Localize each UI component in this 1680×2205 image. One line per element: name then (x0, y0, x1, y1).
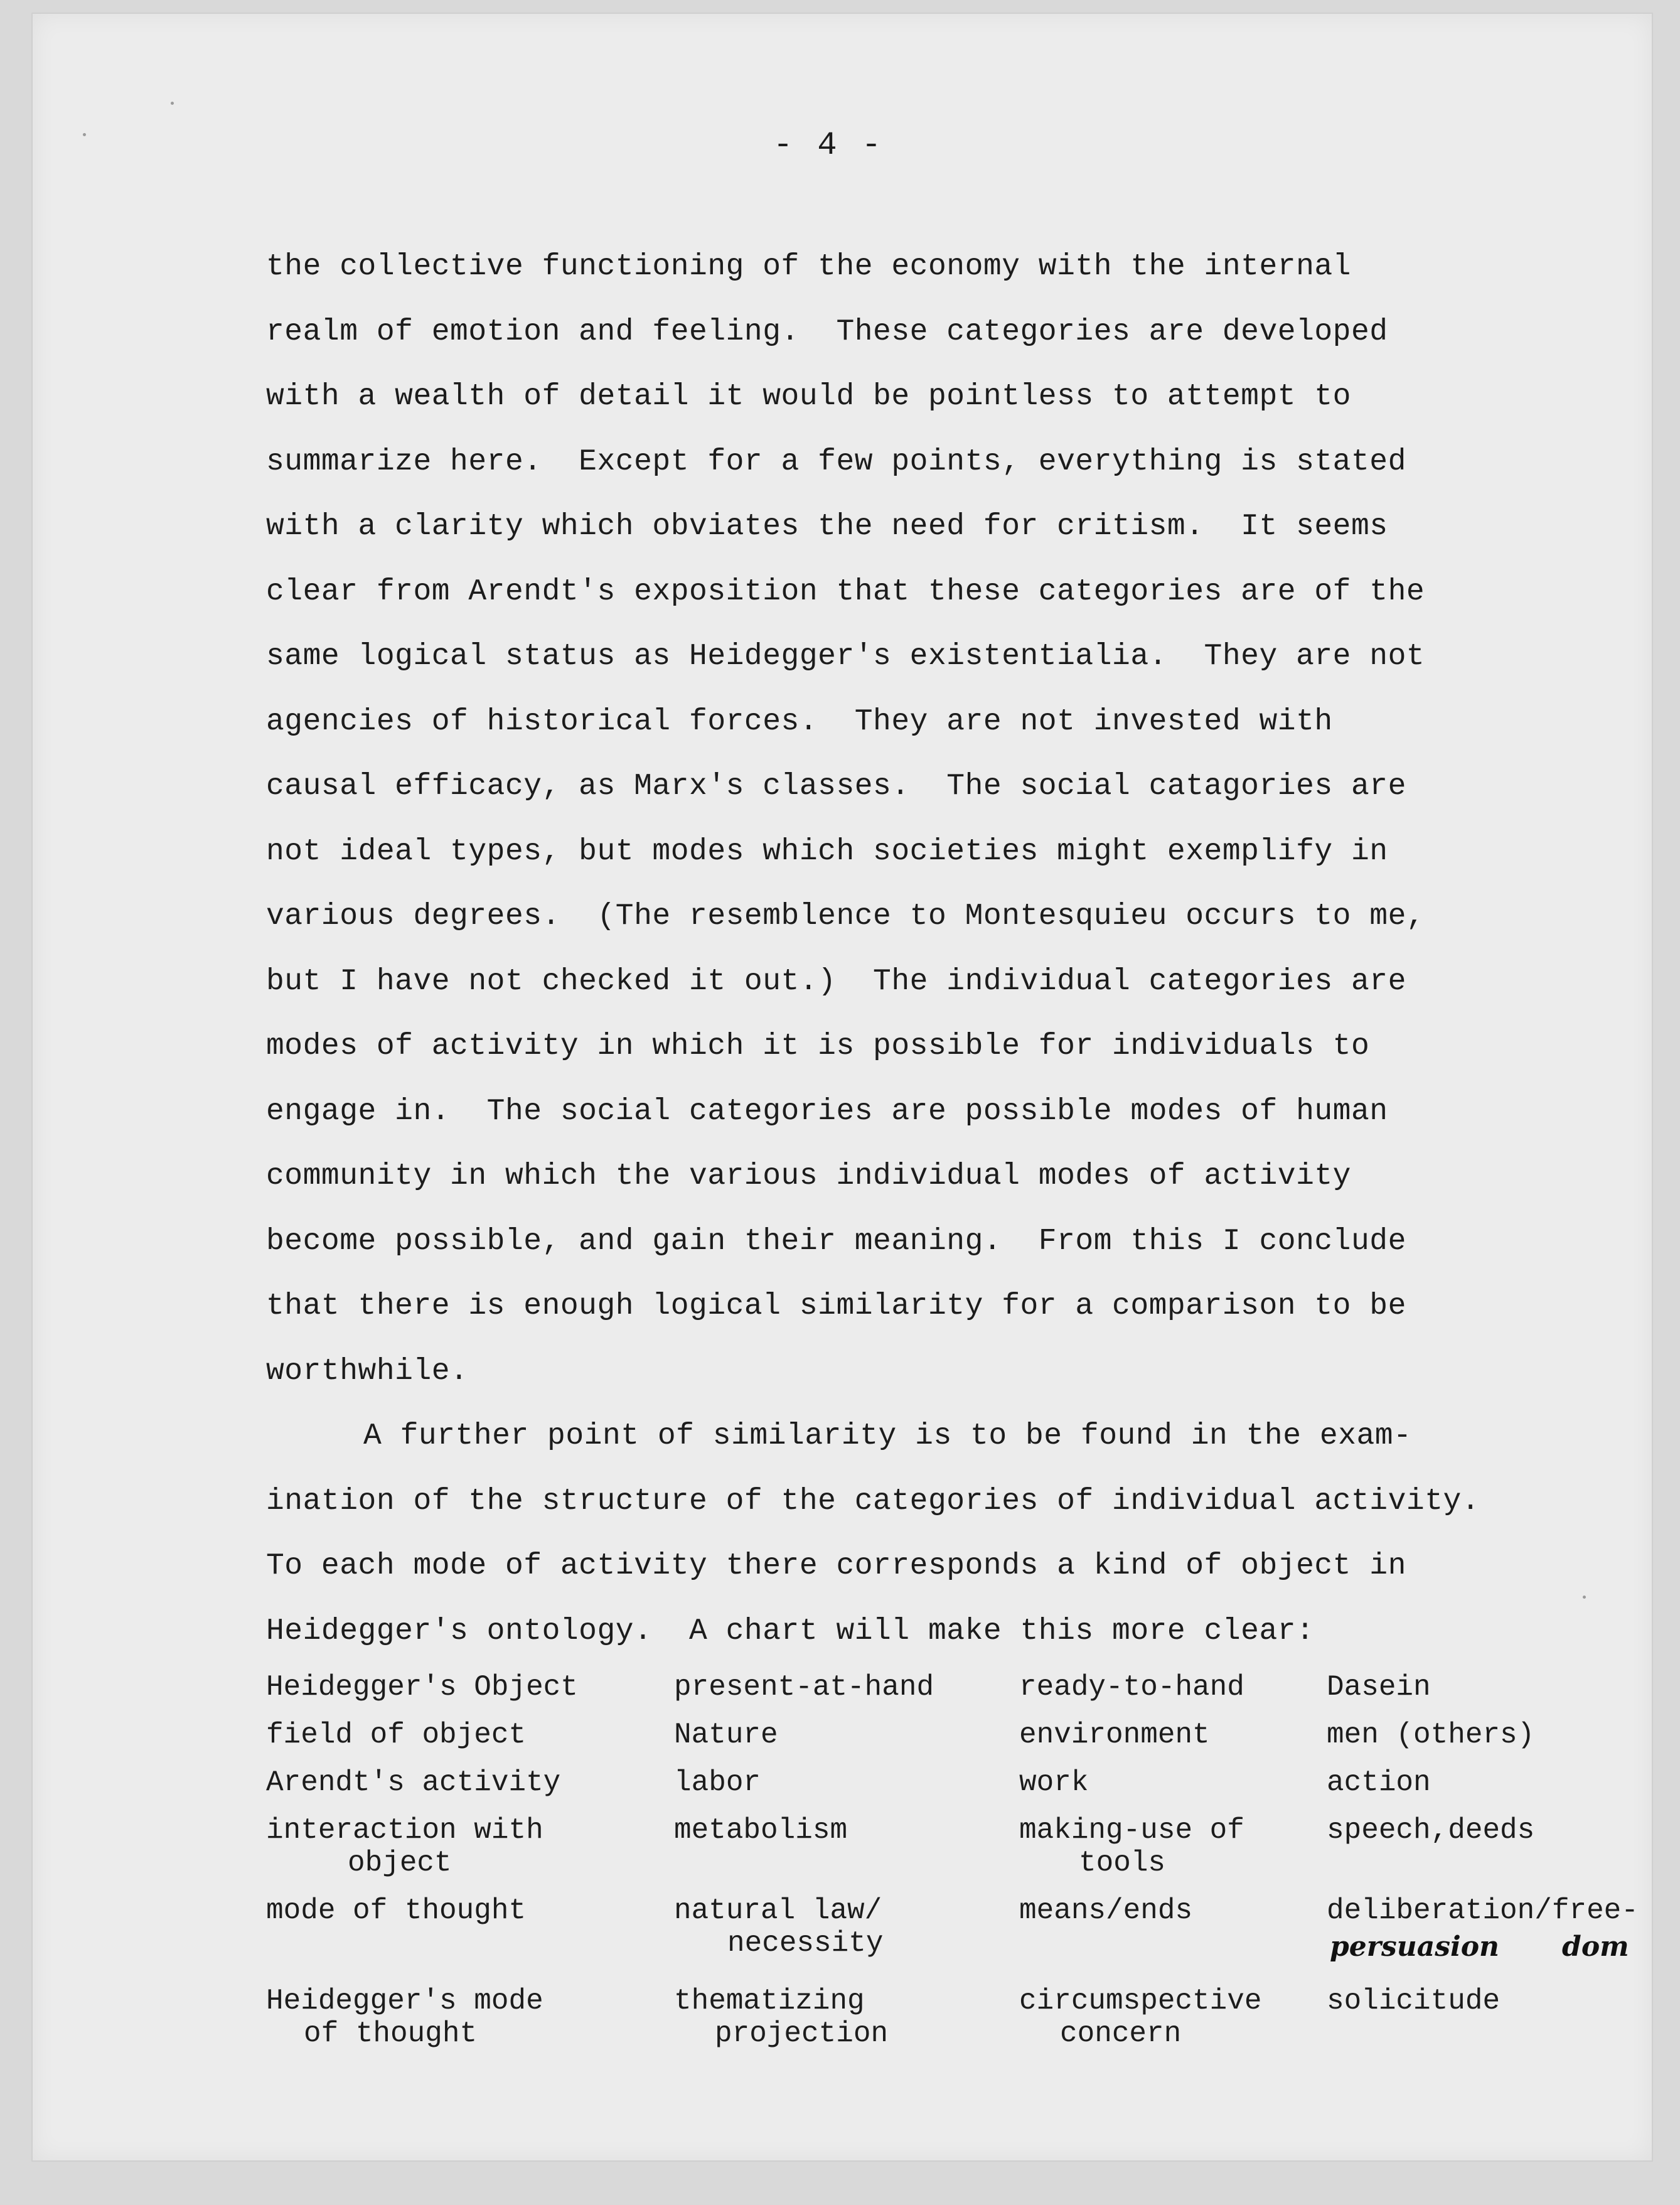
chart-cell: action (1327, 1766, 1431, 1799)
text-line: worthwhile. (266, 1354, 469, 1388)
chart-cell: Arendt's activity (266, 1766, 561, 1799)
chart-cell: necessity (727, 1927, 884, 1960)
chart-cell: concern (1060, 2017, 1182, 2050)
text-line: Heidegger's ontology. A chart will make this more clear: (266, 1614, 1315, 1648)
chart-cell: natural law/ (674, 1894, 882, 1927)
page-number: - 4 - (773, 127, 884, 164)
text-line: with a wealth of detail it would be pointless to attempt to (266, 380, 1351, 414)
chart-row (266, 1719, 1647, 1751)
chart-cell: speech,deeds (1327, 1814, 1535, 1847)
chart-row (266, 1814, 1647, 1879)
text-line: summarize here. Except for a few points, everything is stated (266, 444, 1406, 479)
chart-cell: interaction with (266, 1814, 543, 1847)
text-line: same logical status as Heidegger's existentialia. They are not (266, 640, 1425, 673)
text-line: become possible, and gain their meaning. From this I conclude (266, 1224, 1406, 1258)
chart-row (266, 1985, 1647, 2050)
chart-cell: of thought (304, 2017, 478, 2050)
text-line: agencies of historical forces. They are not invested with (266, 704, 1333, 739)
chart-cell: thematizing (674, 1985, 865, 2017)
text-line: engage in. The social categories are possible modes of human (266, 1094, 1388, 1129)
chart-cell: circumspective (1019, 1985, 1262, 2017)
chart-cell: projection (715, 2017, 889, 2050)
text-line: A further point of similarity is to be found in the exam- (363, 1419, 1412, 1453)
chart-row-label (266, 1671, 674, 1703)
text-line: community in which the various individual modes of activity (266, 1159, 1351, 1193)
chart-cell: tools (1079, 1847, 1166, 1879)
paper-speck (83, 133, 86, 136)
chart-cell: solicitude (1327, 1985, 1501, 2017)
chart-cell: field of object (266, 1719, 527, 1751)
text-line: To each mode of activity there corresponds a kind of object in (266, 1549, 1406, 1583)
chart-row (266, 1894, 1647, 1963)
chart-row (266, 1671, 1647, 1703)
chart-cell: present-at-hand (674, 1671, 934, 1703)
text-line: the collective functioning of the economy with the internal (266, 250, 1351, 284)
comparison-chart (266, 1671, 1647, 2065)
chart-cell: metabolism (674, 1814, 848, 1847)
text-line: not ideal types, but modes which societies might exemplify in (266, 834, 1388, 869)
handwritten-word: dom (1562, 1931, 1629, 1963)
text-line: with a clarity which obviates the need for critism. It seems (266, 510, 1388, 544)
body-text (266, 235, 1559, 1664)
text-line: but I have not checked it out.) The individual categories are (266, 964, 1406, 999)
text-line: realm of emotion and feeling. These categories are developed (266, 314, 1388, 349)
text-line: modes of activity in which it is possible for individuals to (266, 1029, 1370, 1063)
paragraph-2 (266, 1404, 1559, 1664)
chart-cell: mode of thought (266, 1894, 527, 1927)
chart-cell: work (1019, 1766, 1089, 1799)
chart-cell: Heidegger's mode (266, 1985, 543, 2017)
chart-cell: environment (1019, 1719, 1210, 1751)
handwritten-annotation (1330, 1931, 1629, 1963)
text-line: various degrees. (The resemblence to Montesquieu occurs to me, (266, 899, 1425, 933)
text-line: that there is enough logical similarity for a comparison to be (266, 1289, 1406, 1323)
text-line: causal efficacy, as Marx's classes. The social catagories are (266, 770, 1406, 803)
chart-cell: deliberation/free- (1327, 1894, 1639, 1927)
text-line: ination of the structure of the categories of individual activity. (266, 1484, 1480, 1518)
chart-cell: Dasein (1327, 1671, 1431, 1703)
text-line: clear from Arendt's exposition that these categories are of the (266, 574, 1425, 609)
document-page (31, 13, 1653, 2162)
chart-cell: means/ends (1019, 1894, 1193, 1927)
chart-cell: labor (674, 1766, 761, 1799)
paper-speck (171, 102, 174, 105)
chart-row (266, 1766, 1647, 1799)
paper-speck (1583, 1596, 1586, 1599)
chart-cell: ready-to-hand (1019, 1671, 1244, 1703)
chart-cell: making-use of (1019, 1814, 1244, 1847)
chart-cell: Heidegger's Object (266, 1671, 578, 1703)
chart-cell: Nature (674, 1719, 778, 1751)
chart-cell: men (others) (1327, 1719, 1535, 1751)
chart-cell: object (348, 1847, 452, 1879)
paragraph-1 (266, 235, 1559, 1404)
handwritten-word: persuasion (1330, 1931, 1500, 1963)
